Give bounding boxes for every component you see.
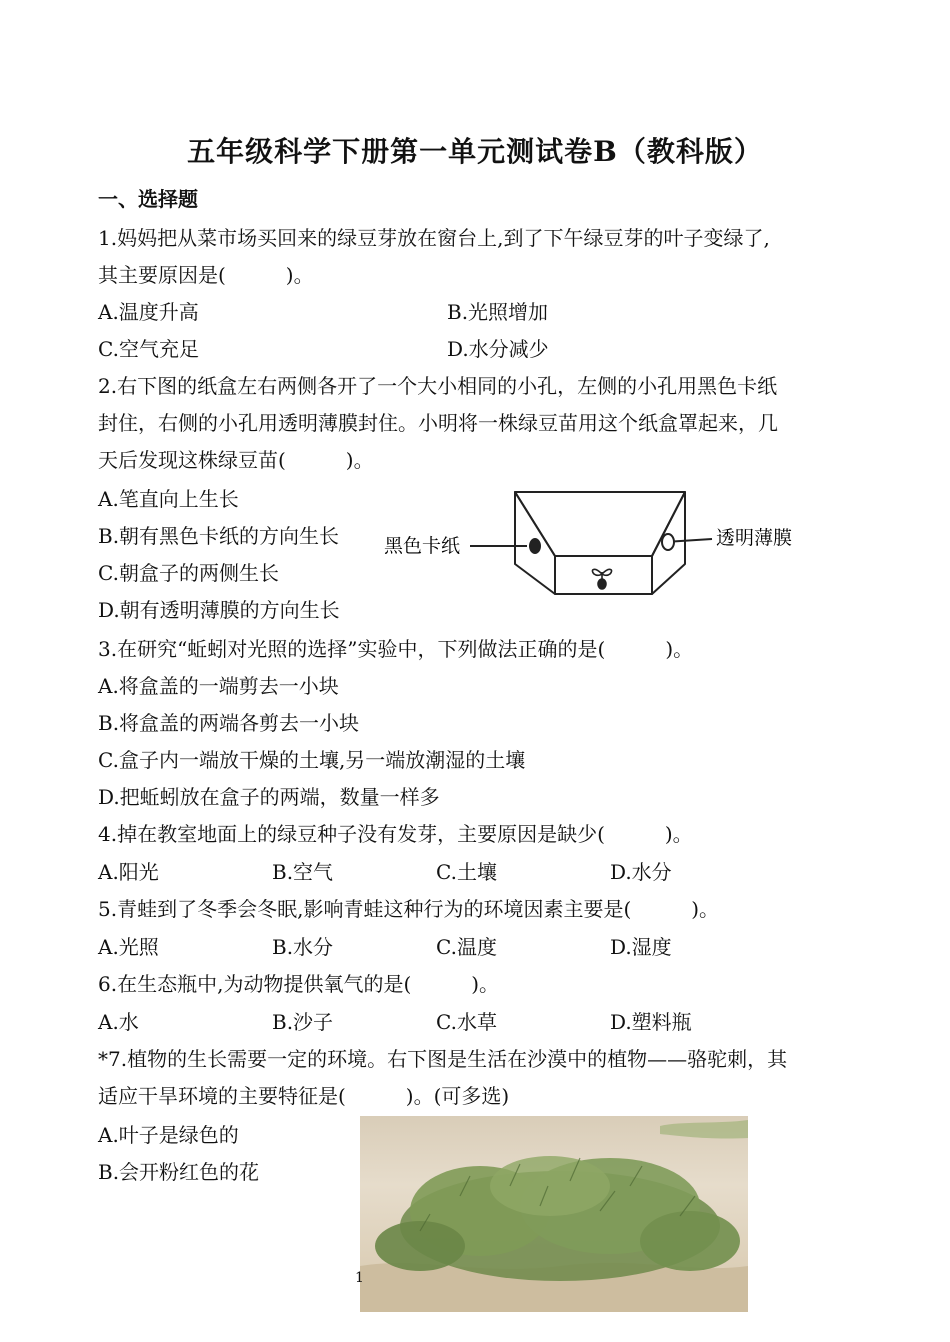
q1-option-c: C.空气充足 <box>98 337 199 361</box>
q6-option-b: B.沙子 <box>272 1010 334 1034</box>
q7-stem-line2: 适应干旱环境的主要特征是( )。(可多选) <box>98 1084 510 1108</box>
paper-box-diagram <box>380 484 820 604</box>
q1-stem-line1: 1.妈妈把从菜市场买回来的绿豆芽放在窗台上,到了下午绿豆芽的叶子变绿了, <box>98 226 770 250</box>
q6-option-d: D.塑料瓶 <box>610 1010 692 1034</box>
q4-option-b: B.空气 <box>272 860 334 884</box>
q4-option-d: D.水分 <box>610 860 672 884</box>
q2-stem-line1: 2.右下图的纸盒左右两侧各开了一个大小相同的小孔，左侧的小孔用黑色卡纸 <box>98 374 778 398</box>
q6-option-c: C.水草 <box>436 1010 497 1034</box>
q3-option-d: D.把蚯蚓放在盒子的两端，数量一样多 <box>98 785 440 809</box>
label-clear-film: 透明薄膜 <box>716 527 793 549</box>
q2-option-a: A.笔直向上生长 <box>98 487 239 511</box>
section-heading: 一、选择题 <box>98 187 198 211</box>
q5-option-d: D.湿度 <box>610 935 672 959</box>
q7-stem-line1: *7.植物的生长需要一定的环境。右下图是生活在沙漠中的植物——骆驼刺，其 <box>98 1047 788 1071</box>
q2-option-d: D.朝有透明薄膜的方向生长 <box>98 598 340 622</box>
q5-option-c: C.温度 <box>436 935 497 959</box>
page-title: 五年级科学下册第一单元测试卷B（教科版） <box>187 135 763 168</box>
q7-option-a: A.叶子是绿色的 <box>98 1123 239 1147</box>
q2-stem-line2: 封住，右侧的小孔用透明薄膜封住。小明将一株绿豆苗用这个纸盒罩起来，几 <box>98 411 778 435</box>
q7-option-b: B.会开粉红色的花 <box>98 1160 260 1184</box>
q2-option-c: C.朝盒子的两侧生长 <box>98 561 279 585</box>
page-number: 1 <box>355 1270 364 1286</box>
q3-option-a: A.将盒盖的一端剪去一小块 <box>98 674 339 698</box>
q4-option-a: A.阳光 <box>98 860 159 884</box>
q1-option-d: D.水分减少 <box>447 337 549 361</box>
q4-option-c: C.土壤 <box>436 860 497 884</box>
q6-option-a: A.水 <box>98 1010 139 1034</box>
label-black-card: 黑色卡纸 <box>384 535 461 557</box>
q3-option-c: C.盒子内一端放干燥的土壤,另一端放潮湿的土壤 <box>98 748 526 772</box>
camelthorn-shrub-image <box>360 1116 748 1312</box>
q1-option-b: B.光照增加 <box>447 300 549 324</box>
q5-option-a: A.光照 <box>98 935 159 959</box>
q1-option-a: A.温度升高 <box>98 300 199 324</box>
camelthorn-photo <box>360 1116 748 1312</box>
q6-stem-line1: 6.在生态瓶中,为动物提供氧气的是( )。 <box>98 972 500 996</box>
q1-stem-line2: 其主要原因是( )。 <box>98 263 314 287</box>
q3-option-b: B.将盒盖的两端各剪去一小块 <box>98 711 360 735</box>
q5-stem-line1: 5.青蛙到了冬季会冬眠,影响青蛙这种行为的环境因素主要是( )。 <box>98 897 720 921</box>
q2-stem-line3: 天后发现这株绿豆苗( )。 <box>98 448 374 472</box>
q2-option-b: B.朝有黑色卡纸的方向生长 <box>98 524 340 548</box>
q3-stem-line1: 3.在研究“蚯蚓对光照的选择”实验中，下列做法正确的是( )。 <box>98 637 694 661</box>
q4-stem-line1: 4.掉在教室地面上的绿豆种子没有发芽，主要原因是缺少( )。 <box>98 822 693 846</box>
q5-option-b: B.水分 <box>272 935 334 959</box>
